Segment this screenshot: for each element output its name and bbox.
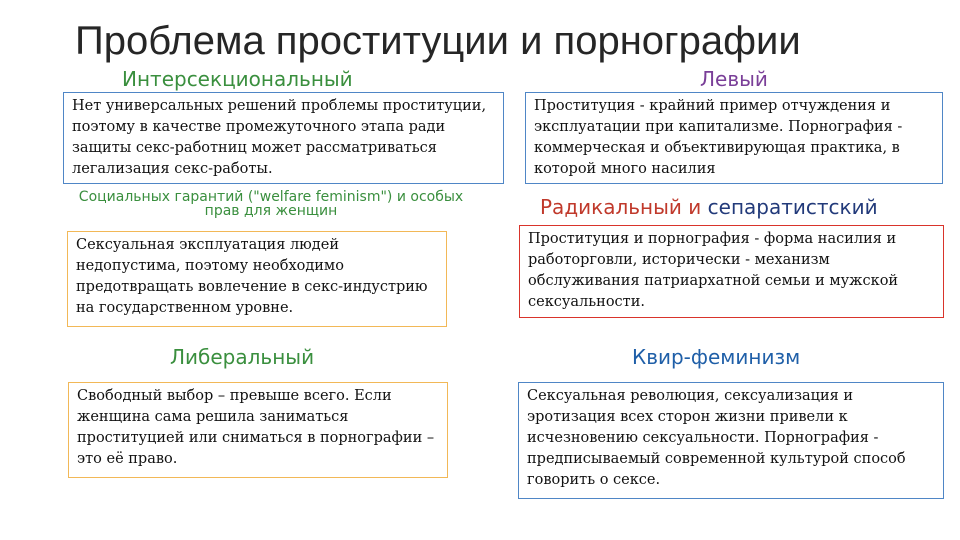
heading-intersectional: Интерсекциональный	[122, 67, 353, 91]
slide-title: Проблема проституции и порнографии	[75, 19, 801, 63]
heading-radical	[540, 196, 878, 219]
intersectional-box: Нет универсальных решений проблемы проституции, поэтому в качестве промежуточного этапа ради защиты секс-работниц может рассматриваться легализация секс-работы.	[63, 92, 504, 184]
heading-left: Левый	[700, 67, 768, 91]
liberal-box: Свободный выбор – превыше всего. Если женщина сама решила заниматься проституцией или сниматься в порнографии – это её право.	[68, 382, 448, 478]
heading-radical-part2: сепаратистский	[707, 195, 878, 219]
queer-box: Сексуальная революция, сексуализация и эротизация всех сторон жизни привели к исчезновению сексуальности. Порнография - предписываемый современной культурой способ говорить о сексе.	[518, 382, 944, 499]
radical-box: Проституция и порнография - форма насилия и работорговли, исторически - механизм обслуживания патриархатной семьи и мужской сексуальности.	[519, 225, 944, 318]
left-box: Проституция - крайний пример отчуждения и эксплуатации при капитализме. Порнография - коммерческая и объективирующая практика, в которой много насилия	[525, 92, 943, 184]
welfare-box: Сексуальная эксплуатация людей недопустима, поэтому необходимо предотвращать вовлечение в секс-индустрию на государственном уровне.	[67, 231, 447, 327]
heading-liberal: Либеральный	[170, 345, 315, 369]
heading-radical-part1: Радикальный и	[540, 195, 702, 219]
subheading-welfare-feminism: Социальных гарантий ("welfare feminism") и особых прав для женщин	[78, 189, 464, 219]
heading-queer: Квир-феминизм	[632, 345, 801, 369]
